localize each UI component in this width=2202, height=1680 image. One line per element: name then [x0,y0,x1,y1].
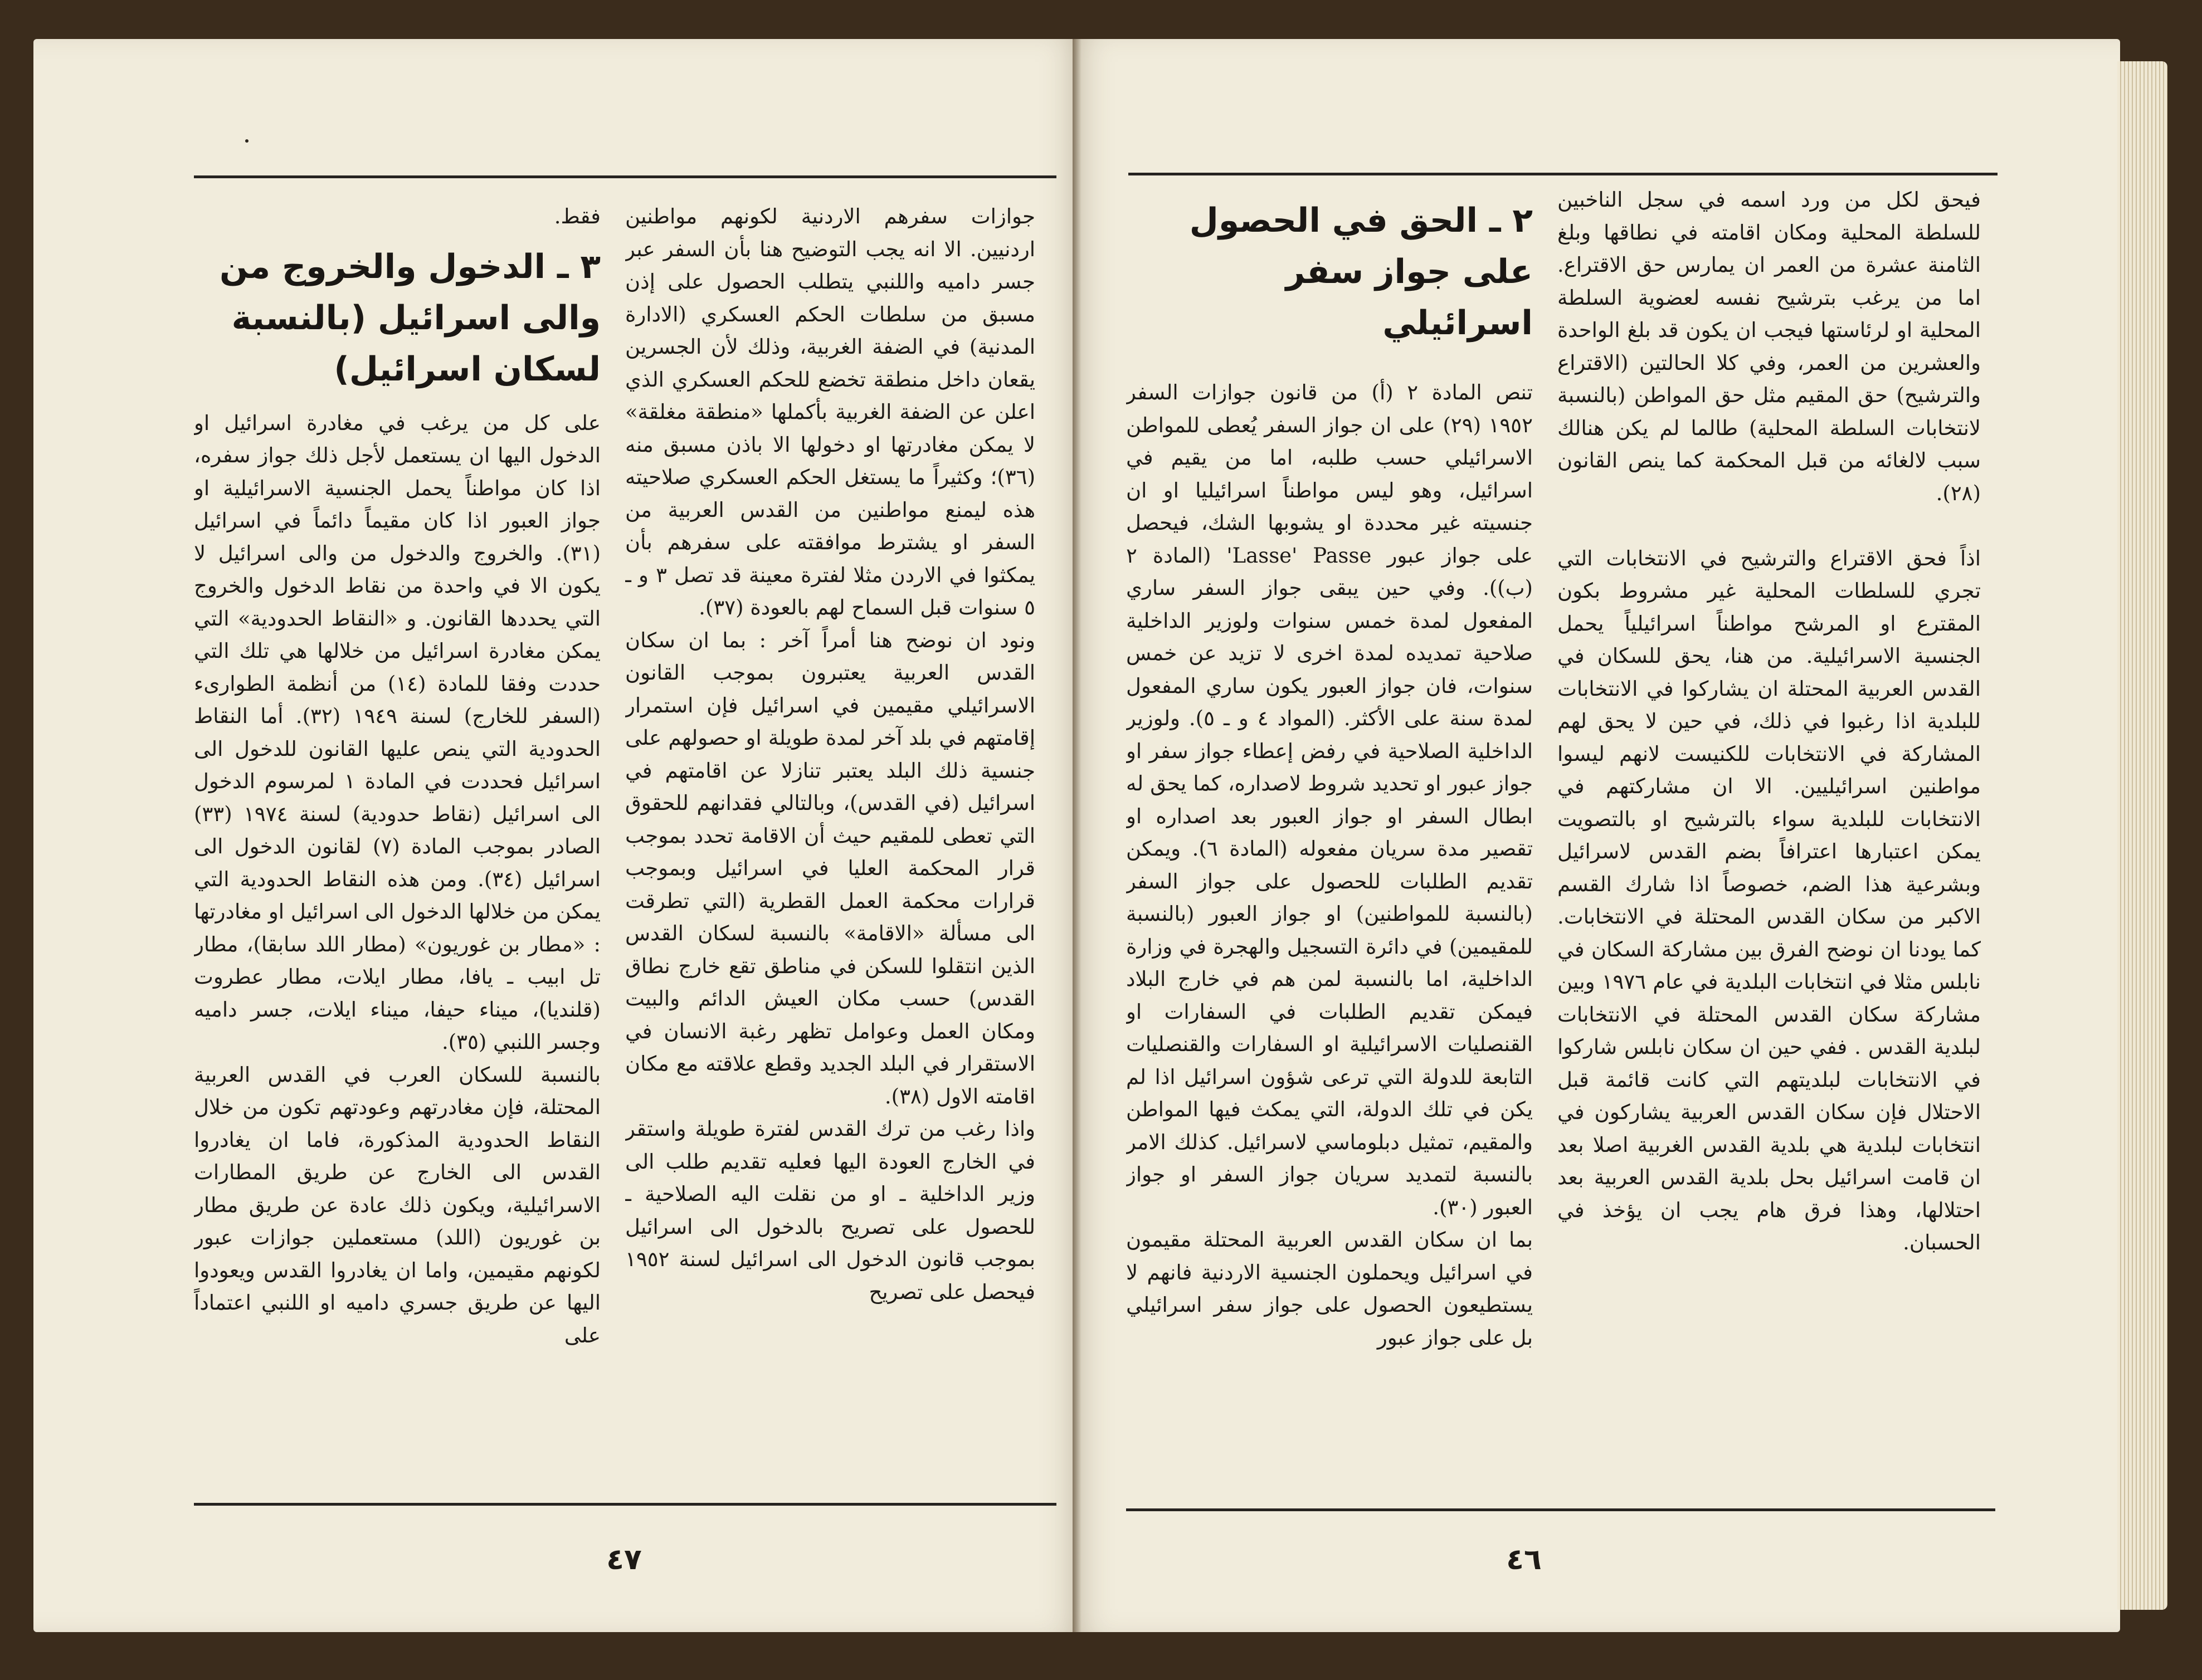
right-page-right-column: فيحق لكل من ورد اسمه في سجل الناخبين للسلطة المحلية ومكان اقامته في نطاقها وبلغ الثامنة عشرة من العمر ان يمارس حق الاقتراع. اما من يرغب بترشيح نفسه لعضوية السلطة المحلية او لرئاستها فيجب ان يكون قد بلغ الواحدة والعشرين من العمر، وفي كلا الحالتين (الاقتراع والترشيح) حق المقيم مثل حق المواطن (بالنسبة لانتخابات السلطة المحلية) طالما لم يكن هنالك سبب لالغائه من قبل المحكمة كما ينص القانون (٢٨). اذاً فحق الاقتراع والترشيح في الانتخابات التي تجري للسلطات المحلية غير مشروط بكون المقترع او المرشح مواطناً اسرائيلياً يحمل الجنسية الاسرائيلية. من هنا، يحق للسكان في القدس العربية المحتلة ان يشاركوا في الانتخابات للبلدية اذا رغبوا في ذلك، في حين لا يحق لهم المشاركة في الانتخابات للكنيست لانهم ليسوا مواطنين اسرائيليين. الا ان مشاركتهم في الانتخابات للبلدية سواء بالترشيح او بالتصويت يمكن اعتبارها اعترافاً بضم القدس لاسرائيل وبشرعية هذا الضم، خصوصاً اذا شارك القسم الاكبر من سكان القدس المحتلة في الانتخابات. كما يودنا ان نوضح الفرق بين مشاركة السكان في نابلس مثلا في انتخابات البلدية في عام ١٩٧٦ وبين مشاركة سكان القدس المحتلة في الانتخابات لبلدية القدس . ففي حين ان سكان نابلس شاركوا في الانتخابات لبلديتهم التي كانت قائمة قبل الاحتلال فإن سكان القدس العربية يشاركون في انتخابات لبلدية هي بلدية القدس الغربية اصلا بعد ان قامت اسرائيل بحل بلدية القدس العربية بعد احتلالها، وهذا فرق هام يجب ان يؤخذ في الحسبان. [1557,188,1981,1254]
left-page-right-column: جوازات سفرهم الاردنية لكونهم مواطنين اردنيين. الا انه يجب التوضيح هنا بأن السفر عبر جسر داميه واللنبي يتطلب الحصول على إذن مسبق من سلطات الحكم العسكري (الادارة المدنية) في الضفة الغربية، وذلك لأن الجسرين يقعان داخل منطقة تخضع للحكم العسكري الذي اعلن عن الضفة الغربية بأكملها «منطقة مغلقة» لا يمكن مغادرتها او دخولها الا باذن مسبق منه (٣٦)؛ وكثيراً ما يستغل الحكم العسكري صلاحيته هذه ليمنع مواطنين من القدس العربية من السفر او يشترط موافقته على سفرهم بأن يمكثوا في الاردن مثلا لفترة معينة قد تصل ٣ و ـ ٥ سنوات قبل السماح لهم بالعودة (٣٧). ونود ان نوضح هنا أمراً آخر : بما ان سكان القدس العربية يعتبرون بموجب القانون الاسرائيلي مقيمين في اسرائيل فإن استمرار إقامتهم في بلد آخر لمدة طويلة او حصولهم على جنسية ذلك البلد يعتبر تنازلا عن اقامتهم في اسرائيل (في القدس)، وبالتالي فقدانهم للحقوق التي تعطى للمقيم حيث أن الاقامة تحدد بموجب قرار المحكمة العليا في اسرائيل وبموجب قرارات محكمة العمل القطرية (التي تطرقت الى مسألة «الاقامة» بالنسبة لسكان القدس الذين انتقلوا للسكن في مناطق تقع خارج نطاق القدس) حسب مكان العيش الدائم والبيت ومكان العمل وعوامل تظهر رغبة الانسان في الاستقرار في البلد الجديد وقطع علاقته مع مكان اقامته الاول (٣٨). واذا رغب من ترك القدس لفترة طويلة واستقر في الخارج العودة اليها فعليه تقديم طلب الى وزير الداخلية ـ او من نقلت اليه الصلاحية ـ للحصول على تصريح بالدخول الى اسرائيل بموجب قانون الدخول الى اسرائيل لسنة ١٩٥٢ فيحصل على تصريح [625,204,1035,1304]
page-number: ٤٦ [1506,1543,1542,1576]
top-rule [1128,173,1998,175]
left-page [33,39,1081,1632]
page-number: ٤٧ [606,1543,642,1576]
section-heading: ٣ ـ الدخول والخروج من والى اسرائيل (بالنسبة لسكان اسرائيل) [220,247,601,389]
right-page-left-column [1126,195,1533,1487]
section-heading: ٢ ـ الحق في الحصول على جواز سفر اسرائيلي [1189,201,1533,343]
right-page [1073,39,2120,1632]
left-page-left-column [194,201,601,1493]
book-gutter [1073,39,1081,1632]
top-rule [194,175,1056,178]
column-lead: فقط. [554,204,601,228]
section-body: تنص المادة ٢ (أ) من قانون جوازات السفر ١٩٥٢ (٢٩) على ان جواز السفر يُعطى للمواطن الاسرائيلي حسب طلبه، اما من يقيم في اسرائيل، وهو ليس مواطناً اسرائيليا او ان جنسيته غير محددة او يشوبها الشك، فيحصل على جواز عبور Lasse' Passe' (المادة ٢ (ب)). وفي حين يبقى جواز السفر ساري المفعول لمدة خمس سنوات ولوزير الداخلية صلاحية تمديده لمدة اخرى لا تزيد عن خمس سنوات، فان جواز العبور يكون ساري المفعول لمدة سنة على الأكثر. (المواد ٤ و ـ ٥). ولوزير الداخلية الصلاحية في رفض إعطاء جواز سفر او جواز عبور او تحديد شروط لاصداره، كما يحق له ابطال السفر او جواز العبور بعد اصداره او تقصير مدة سريان مفعوله (المادة ٦). ويمكن تقديم الطلبات للحصول على جواز السفر (بالنسبة للمواطنين) او جواز العبور (بالنسبة للمقيمين) في دائرة التسجيل والهجرة في وزارة الداخلية، اما بالنسبة لمن هم في خارج البلاد فيمكن تقديم الطلبات في السفارات او القنصليات الاسرائيلية او السفارات والقنصليات التابعة للدولة التي ترعى شؤون اسرائيل اذا لم يكن في تلك الدولة، التي يمكث فيها المواطن والمقيم، تمثيل دبلوماسي لاسرائيل. كذلك الامر بالنسبة لتمديد سريان جواز السفر او جواز العبور (٣٠). بما ان سكان القدس العربية المحتلة مقيمون في اسرائيل ويحملون الجنسية الاردنية فانهم لا يستطيعون الحصول على جواز سفر اسرائيلي بل على جواز عبور [1126,380,1533,1350]
bottom-rule [194,1503,1056,1506]
bottom-rule [1126,1508,1995,1511]
speck [245,139,249,143]
page-edges [2117,61,2167,1610]
section-body: على كل من يرغب في مغادرة اسرائيل او الدخول اليها ان يستعمل لأجل ذلك جواز سفره، اذا كان مواطناً يحمل الجنسية الاسرائيلية او جواز العبور اذا كان مقيماً دائماً في اسرائيل (٣١). والخروج والدخول من والى اسرائيل لا يكون الا في واحدة من نقاط الدخول والخروج التي يحددها القانون. و «النقاط الحدودية» التي يمكن مغادرة اسرائيل من خلالها هي تلك التي حددت وفقا للمادة (١٤) من أنظمة الطوارىء (السفر للخارج) لسنة ١٩٤٩ (٣٢). أما النقاط الحدودية التي ينص عليها القانون للدخول الى اسرائيل فحددت في المادة ١ لمرسوم الدخول الى اسرائيل (نقاط حدودية) لسنة ١٩٧٤ (٣٣) الصادر بموجب المادة (٧) لقانون الدخول الى اسرائيل (٣٤). ومن هذه النقاط الحدودية التي يمكن من خلالها الدخول الى اسرائيل او مغادرتها : «مطار بن غوريون» (مطار اللد سابقا)، مطار تل ابيب ـ يافا، مطار ايلات، مطار عطروت (قلنديا)، ميناء حيفا، ميناء ايلات، جسر داميه وجسر اللنبي (٣٥). بالنسبة للسكان العرب في القدس العربية المحتلة، فإن مغادرتهم وعودتهم تكون من خلال النقاط الحدودية المذكورة، فاما ان يغادروا القدس الى الخارج عن طريق المطارات الاسرائيلية، ويكون ذلك عادة عن طريق مطار بن غوريون (اللد) مستعملين جوازات عبور لكونهم مقيمين، واما ان يغادروا القدس ويعودوا اليها عن طريق جسري داميه او اللنبي اعتماداً على [194,411,601,1347]
